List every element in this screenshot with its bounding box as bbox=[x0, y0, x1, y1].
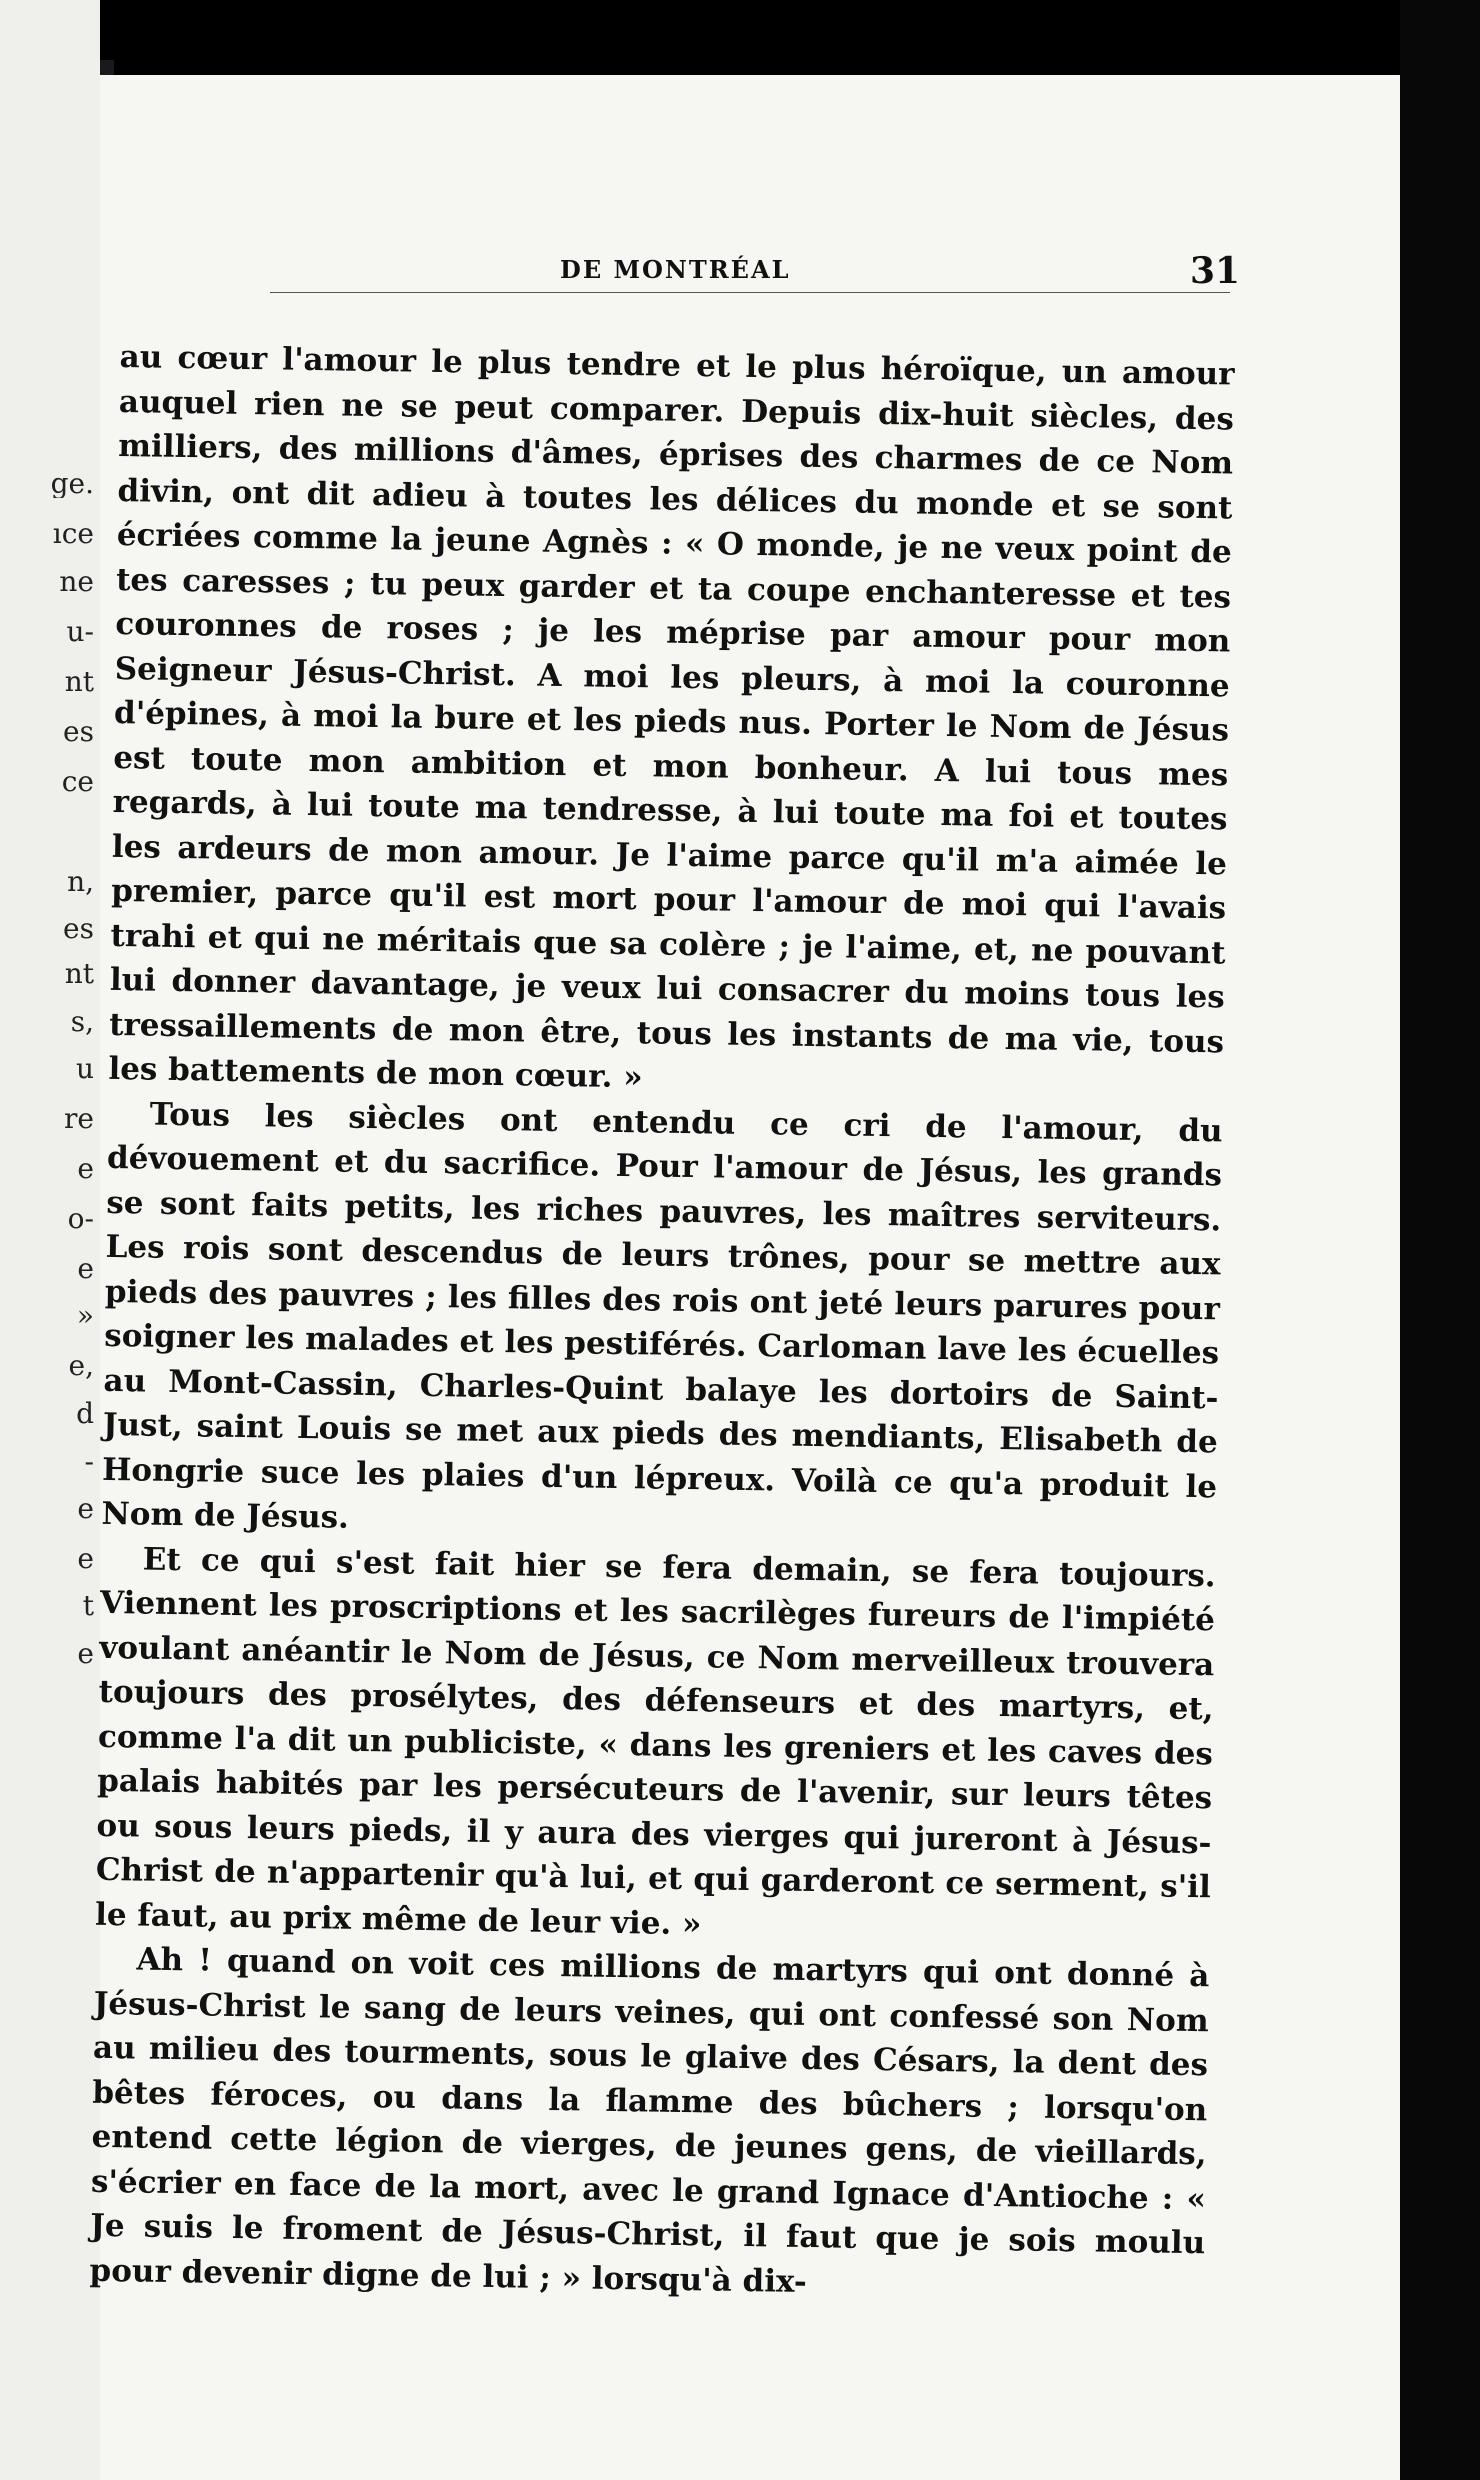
margin-fragment: u- bbox=[66, 618, 94, 646]
margin-fragment: e bbox=[77, 1155, 94, 1183]
margin-fragment: e, bbox=[68, 1352, 94, 1380]
margin-fragment: es bbox=[63, 718, 94, 746]
header-rule bbox=[270, 292, 1230, 293]
margin-fragment: nt bbox=[64, 668, 94, 696]
margin-fragment: e bbox=[77, 1255, 94, 1283]
margin-fragment: es bbox=[63, 915, 94, 943]
margin-fragment: d bbox=[76, 1400, 94, 1428]
body-text bbox=[89, 335, 1235, 2300]
margin-fragment: ne bbox=[59, 568, 94, 596]
margin-fragment: re bbox=[64, 1105, 94, 1133]
margin-fragment: - bbox=[84, 1448, 94, 1476]
margin-fragment: u bbox=[75, 1055, 94, 1083]
margin-fragment: ce bbox=[61, 768, 94, 796]
margin-fragment: ge. bbox=[50, 470, 94, 498]
previous-page-edge bbox=[0, 0, 100, 2480]
margin-fragment: e bbox=[77, 1545, 94, 1573]
scan-background-right bbox=[1400, 0, 1480, 2480]
margin-fragment: n, bbox=[67, 868, 94, 896]
paragraph: Ah ! quand on voit ces millions de martyrs qui ont donné à Jésus-Christ le sang de leurs veines, qui ont confessé son Nom au milieu des tourments, sous le glaive des Césars, la dent des bêtes féroces, ou dans la flamme des bûchers ; lorsqu'on entend cette légion de vierges, de jeunes gens, de vieillards, s'écrier en face de la mort, avec le grand Ignace d'Antioche : « Je suis le froment de Jésus-Christ, il faut que je sois moulu pour devenir digne de lui ; » lorsqu'à dix- bbox=[89, 1941, 1210, 2300]
margin-fragment: e bbox=[77, 1495, 94, 1523]
page-number: 31 bbox=[1190, 250, 1241, 292]
paragraph: Tous les siècles ont entendu ce cri de l'amour, du dévouement et du sacrifice. Pour l'amour de Jésus, les grands se sont faits petits, les riches pauvres, les maîtres serviteurs. Les rois sont descendus de leurs trônes, pour se mettre aux pieds des pauvres ; les filles des rois ont jeté leurs parures pour soigner les malades et les pestiférés. Carloman lave les écuelles au Mont-Cassin, Charles-Quint balaye les dortoirs de Saint-Just, saint Louis se met aux pieds des mendiants, Elisabeth de Hongrie suce les plaies d'un lépreux. Voilà ce qu'a produit le Nom de Jésus. bbox=[101, 1096, 1223, 1536]
margin-fragment: ıce bbox=[52, 520, 94, 548]
margin-fragment: s, bbox=[70, 1008, 94, 1036]
paragraph: au cœur l'amour le plus tendre et le plus héroïque, un amour auquel rien ne se peut comparer. Depuis dix-huit siècles, des milliers, des millions d'âmes, éprises des charmes de ce Nom divin, ont dit adieu à toutes les délices du monde et se sont écriées comme la jeune Agnès : « O monde, je ne veux point de tes caresses ; tu peux garder et ta coupe enchanteresse et tes couronnes de roses ; je les méprise par amour pour mon Seigneur Jésus-Christ. A moi les pleurs, à moi la couronne d'épines, à moi la bure et les pieds nus. Porter le Nom de Jésus est toute mon ambition et mon bonheur. A lui tous mes regards, à lui toute ma tendresse, à lui toute ma foi et toutes les ardeurs de mon amour. Je l'aime parce qu'il m'a aimée le premier, parce qu'il est mort pour l'amour de moi qui l'avais trahi et qui ne méritais que sa colère ; je l'aime, et, ne pouvant lui donner davantage, je veux lui consacrer du moins tous les tressaillements de mon être, tous les instants de ma vie, tous les battements de mon cœur. » bbox=[108, 338, 1235, 1096]
margin-fragment: t bbox=[82, 1592, 94, 1620]
running-head: DE MONTRÉAL bbox=[560, 255, 791, 284]
margin-fragment: o- bbox=[67, 1205, 94, 1233]
margin-fragment: e bbox=[77, 1640, 94, 1668]
margin-fragment: » bbox=[76, 1302, 94, 1330]
margin-fragment: nt bbox=[64, 960, 94, 988]
paragraph: Et ce qui s'est fait hier se fera demain, se fera toujours. Viennent les proscriptions et les sacrilèges fureurs de l'impiété voulant anéantir le Nom de Jésus, ce Nom merveilleux trouvera toujours des prosélytes, des défenseurs et des martyrs, et, comme l'a dit un publiciste, « dans les greniers et les caves des palais habités par les persécuteurs de l'avenir, sur leurs têtes ou sous leurs pieds, il y aura des vierges qui jureront à Jésus-Christ de n'appartenir qu'à lui, et qui garderont ce serment, s'il le faut, au prix même de leur vie. » bbox=[94, 1541, 1216, 1942]
